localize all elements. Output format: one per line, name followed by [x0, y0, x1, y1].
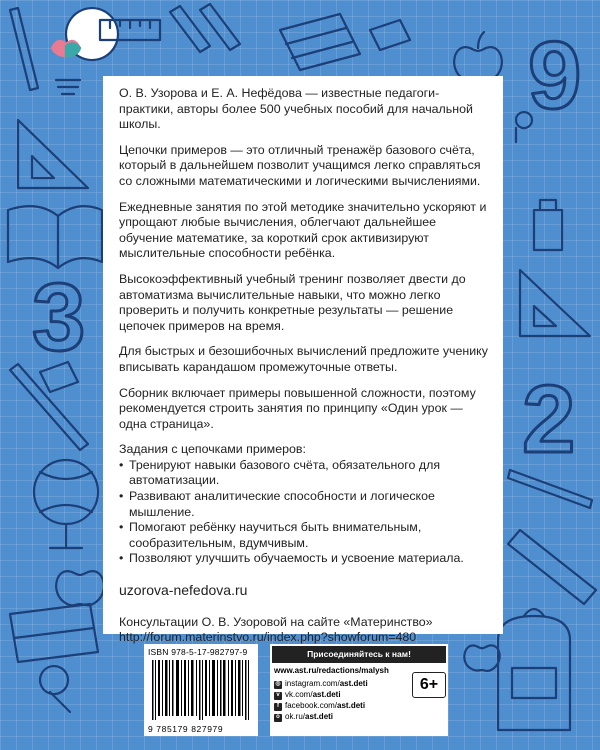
consult-line: Консультации О. В. Узоровой на сайте «Материнство» — [119, 614, 433, 629]
tasks-list — [119, 458, 489, 567]
eraser-icon — [370, 20, 410, 50]
list-item: • Помогают ребёнку научиться быть внимательным, сообразительным, вдумчивым. — [119, 520, 489, 551]
author-site-link[interactable]: uzorova-nefedova.ru — [119, 582, 248, 599]
join-us-header: Присоединяйтесь к нам! — [272, 646, 446, 663]
globe-icon — [34, 460, 98, 548]
magnifier-icon — [40, 666, 70, 712]
ok-icon: o — [274, 714, 282, 722]
social-link-prefix: vk.com/ — [285, 690, 313, 700]
digit-two-doodle: 2 — [522, 366, 576, 473]
social-link-handle: ast.deti — [337, 701, 366, 711]
social-link-facebook[interactable] — [274, 701, 444, 712]
tip-paragraph: Для быстрых и безошибочных вычислений предложите ученику вписывать карандашом промежуточные ответы. — [119, 344, 488, 374]
social-link-handle: ast.deti — [339, 679, 368, 689]
apple-icon — [464, 645, 499, 670]
social-link-prefix: ok.ru/ — [285, 712, 306, 722]
authors-paragraph: О. В. Узорова и Е. А. Нефёдова — известные педагоги-практики, авторы более 500 учебных пособий для начальной школы. — [119, 86, 473, 132]
publisher-site-link[interactable]: www.ast.ru/redactions/malysh — [274, 665, 389, 675]
pencil-icon — [10, 8, 38, 90]
book-stack-icon — [10, 604, 98, 662]
collection-paragraph: Сборник включает примеры повышенной сложности, поэтому рекомендуется строить занятия по принципу «Один урок — одна страница». — [119, 385, 476, 431]
digit-nine-doodle: 9 — [528, 22, 582, 129]
social-link-prefix: facebook.com/ — [285, 701, 338, 711]
social-link-prefix: instagram.com/ — [285, 679, 340, 689]
age-rating-badge: 6+ — [412, 672, 446, 698]
tasks-intro: Задания с цепочками примеров: — [119, 442, 306, 457]
chains-paragraph: Цепочки примеров — это отличный тренажёр базового счёта, который в дальнейшем позволит учащимся легко справляться со сложными математическими и логическими вычислениями. — [119, 142, 481, 188]
backpack-icon — [498, 609, 570, 730]
list-item: • Развивают аналитические способности и логическое мышление. — [119, 489, 489, 520]
list-item: • Позволяют улучшить обучаемость и усвоение материала. — [119, 551, 489, 567]
digit-three-doodle: 3 — [32, 264, 86, 371]
isbn-number: ISBN 978-5-17-982797-9 — [148, 647, 248, 657]
social-link-handle: ast.deti — [305, 712, 334, 722]
paint-bottle-icon — [534, 200, 562, 250]
open-book-icon — [8, 206, 102, 268]
barcode — [150, 660, 252, 720]
vk-icon: v — [274, 692, 282, 700]
social-link-ok[interactable] — [274, 712, 444, 723]
paint-tubes-icon — [170, 4, 240, 52]
barcode-digits: 9 785179 827979 — [148, 724, 224, 734]
apple-icon — [454, 32, 502, 81]
pen-icon — [508, 470, 592, 508]
apple-icon — [56, 571, 104, 605]
facebook-icon: f — [274, 703, 282, 711]
forum-link[interactable]: http://forum.materinstvo.ru/index.php?showforum=480 — [119, 630, 417, 645]
isbn-barcode-box — [144, 644, 258, 736]
training-paragraph: Высокоэффективный учебный тренинг позволяет двести до автоматизма вычислительные навыки, что можно легко проверить и получить конкретные результаты — решение цепочек примеров на время. — [119, 271, 466, 333]
triangle-ruler-icon — [520, 270, 590, 336]
triangle-ruler-icon — [18, 120, 88, 188]
annotation-text-panel — [103, 76, 503, 645]
ruler-icon — [508, 530, 596, 604]
books-icon — [280, 14, 360, 70]
daily-practice-paragraph: Ежедневные занятия по этой методике значительно ускоряют и упрощают любые вычисления, облегчают дальнейшее обучение математике, за короткий срок активизируют мыслительные способности ребёнка. — [119, 199, 487, 261]
instagram-icon: ◎ — [275, 681, 281, 688]
social-link-handle: ast.deti — [312, 690, 341, 700]
list-item: • Тренируют навыки базового счёта, обязательного для автоматизации. — [119, 458, 489, 489]
